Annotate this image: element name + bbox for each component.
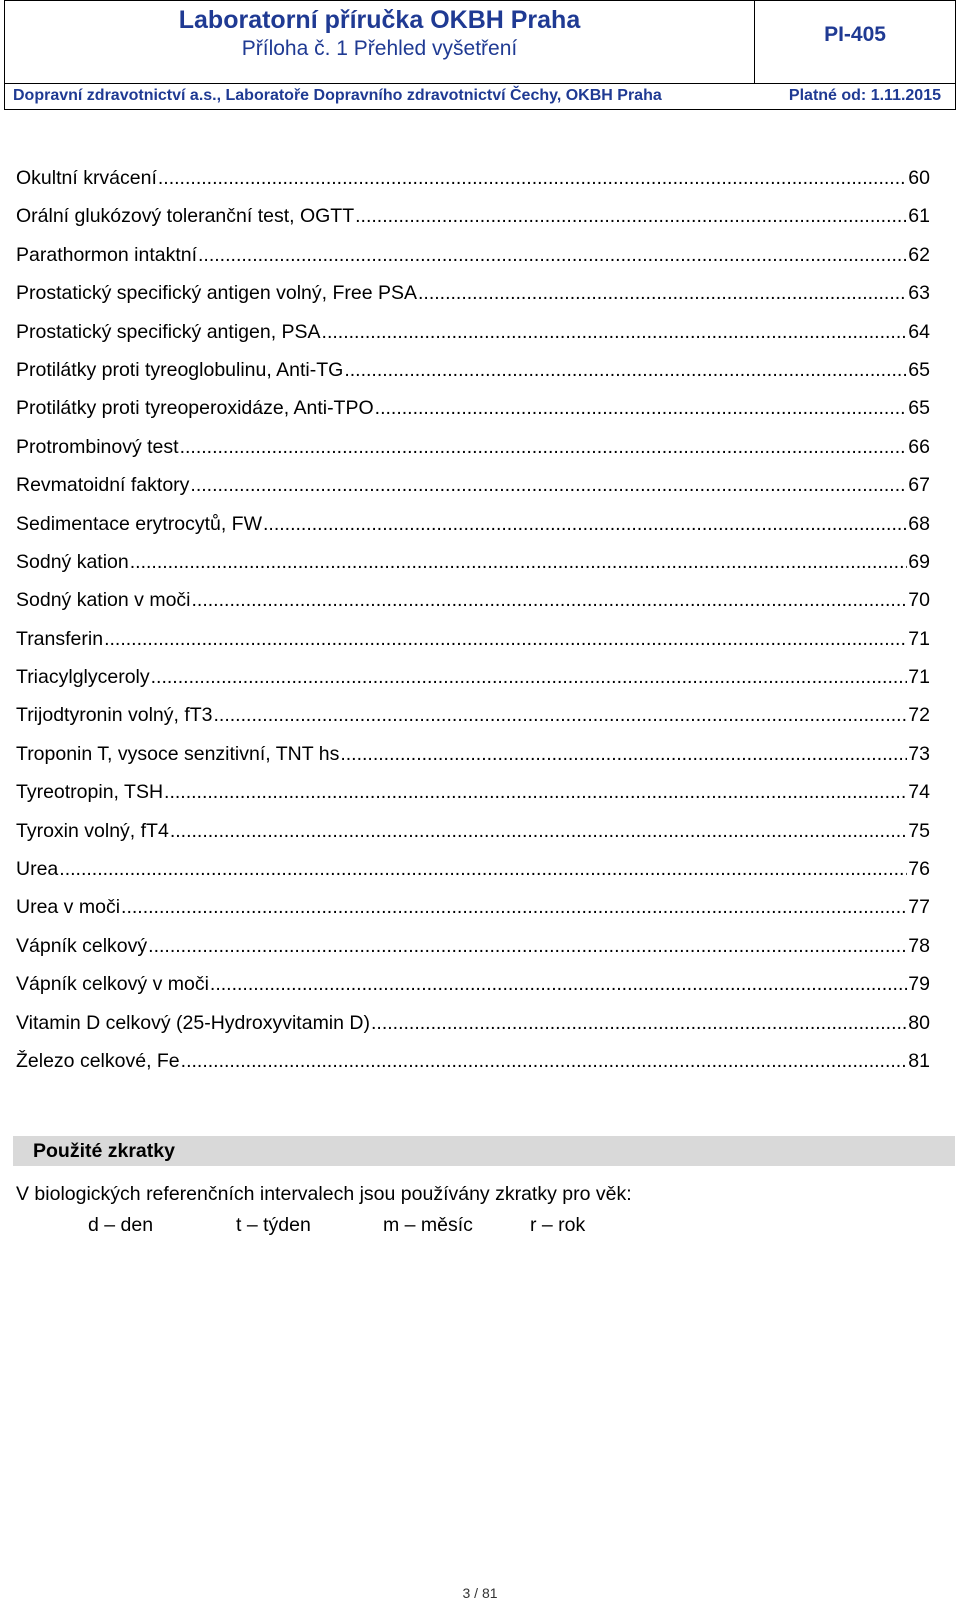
toc-leader-dots [210,965,907,1003]
abbreviation-week: t – týden [236,1214,311,1236]
toc-entry-label: Tyroxin volný, fT4 [16,819,169,842]
organization-name: Dopravní zdravotnictví a.s., Laboratoře Dopravního zdravotnictví Čechy, OKBH Praha [13,87,662,104]
toc-entry[interactable] [16,389,930,427]
toc-entry-label: Prostatický specifický antigen volný, Free PSA [16,282,417,305]
toc-entry-page: 80 [908,1011,930,1034]
valid-from-date: Platné od: 1.11.2015 [788,87,941,104]
toc-entry-label: Troponin T, vysoce senzitivní, TNT hs [16,742,340,765]
toc-entry-label: Sodný kation v moči [16,589,191,612]
toc-entry-label: Urea [16,858,59,881]
abbreviation-day: d – den [88,1214,154,1236]
toc-entry-page: 65 [908,358,930,381]
toc-entry[interactable] [16,965,930,1003]
toc-leader-dots [158,159,907,197]
toc-leader-dots [121,888,907,926]
toc-entry-page: 76 [908,858,930,881]
toc-leader-dots [170,812,907,850]
toc-leader-dots [164,773,907,811]
toc-entry[interactable] [16,658,930,696]
toc-entry-label: Transferin [16,627,104,650]
toc-leader-dots [190,466,907,504]
toc-entry-label: Sodný kation [16,550,129,573]
header-subtitle: Příloha č. 1 Přehled vyšetření [241,37,518,60]
toc-entry-page: 68 [908,512,930,535]
abbreviations-heading: Použité zkratky [33,1140,175,1162]
toc-entry-label: Parathormon intaktní [16,243,198,266]
toc-entry-label: Revmatoidní faktory [16,474,190,497]
toc-entry-label: Protilátky proti tyreoglobulinu, Anti-TG [16,358,344,381]
toc-entry-page: 71 [908,666,930,689]
toc-entry-page: 69 [908,550,930,573]
toc-leader-dots [214,696,908,734]
abbreviations-heading-bar [13,1136,955,1166]
toc-leader-dots [148,927,907,965]
toc-leader-dots [340,735,907,773]
toc-entry[interactable] [16,850,930,888]
toc-entry[interactable] [16,581,930,619]
toc-leader-dots [192,581,908,619]
toc-entry-label: Urea v moči [16,896,121,919]
toc-entry-page: 81 [908,1049,930,1072]
toc-entry[interactable] [16,620,930,658]
toc-entry-page: 62 [908,243,930,266]
toc-entry-page: 79 [908,973,930,996]
toc-entry-page: 66 [908,435,930,458]
toc-entry[interactable] [16,159,930,197]
toc-leader-dots [344,351,907,389]
toc-leader-dots [104,620,907,658]
toc-entry[interactable] [16,466,930,504]
toc-entry-label: Železo celkové, Fe [16,1049,180,1072]
toc-entry[interactable] [16,696,930,734]
toc-entry-page: 78 [908,934,930,957]
abbreviation-year: r – rok [530,1214,586,1236]
toc-leader-dots [371,1004,907,1042]
toc-leader-dots [418,274,907,312]
toc-entry-label: Tyreotropin, TSH [16,781,164,804]
toc-entry-label: Orální glukózový toleranční test, OGTT [16,205,355,228]
toc-leader-dots [181,1042,908,1080]
toc-entry-page: 64 [908,320,930,343]
header-title: Laboratorní příručka OKBH Praha [178,6,581,34]
toc-entry-page: 71 [908,627,930,650]
toc-entry-page: 75 [908,819,930,842]
page-number: 3 / 81 [462,1585,498,1601]
toc-entry-label: Protrombinový test [16,435,179,458]
document-code: PI-405 [824,23,886,46]
toc-entry-label: Vitamin D celkový (25-Hydroxyvitamin D) [16,1011,370,1034]
toc-entry-label: Okultní krvácení [16,167,157,189]
abbreviation-month: m – měsíc [383,1214,473,1236]
toc-leader-dots [322,313,908,351]
toc-entry-label: Vápník celkový [16,934,148,957]
toc-entry-label: Prostatický specifický antigen, PSA [16,320,321,343]
toc-entry[interactable] [16,773,930,811]
header-info-row [5,83,955,109]
toc-entry[interactable] [16,505,930,543]
document-header [4,0,956,110]
toc-leader-dots [263,505,907,543]
toc-entry-page: 70 [908,589,930,612]
toc-entry[interactable] [16,927,930,965]
toc-entry-label: Protilátky proti tyreoperoxidáze, Anti-TPO [16,397,374,420]
toc-leader-dots [151,658,908,696]
toc-entry[interactable] [16,735,930,773]
toc-leader-dots [198,236,907,274]
toc-leader-dots [375,389,908,427]
toc-entry-page: 77 [908,896,930,919]
abbreviations-intro: V biologických referenčních intervalech jsou používány zkratky pro věk: [16,1183,632,1205]
toc-entry[interactable] [16,543,930,581]
toc-entry-page: 65 [908,397,930,420]
toc-entry-page: 72 [908,704,930,727]
table-of-contents [16,159,930,1080]
toc-entry[interactable] [16,236,930,274]
toc-entry-page: 67 [908,474,930,497]
toc-entry[interactable] [16,812,930,850]
toc-leader-dots [180,428,908,466]
toc-entry-label: Vápník celkový v moči [16,973,209,996]
toc-leader-dots [59,850,907,888]
toc-entry-label: Sedimentace erytrocytů, FW [16,512,262,535]
toc-entry-page: 74 [908,781,930,804]
toc-entry[interactable] [16,888,930,926]
toc-entry[interactable] [16,313,930,351]
header-title-block [5,1,755,83]
toc-entry[interactable] [16,197,930,235]
toc-entry[interactable] [16,274,930,312]
toc-entry[interactable] [16,1042,930,1080]
toc-entry[interactable] [16,428,930,466]
toc-leader-dots [355,197,907,235]
toc-entry-label: Triacylglyceroly [16,666,150,689]
toc-entry-label: Trijodtyronin volný, fT3 [16,704,213,727]
toc-entry-page: 73 [908,742,930,765]
toc-entry[interactable] [16,351,930,389]
toc-entry-page: 63 [908,282,930,305]
toc-leader-dots [130,543,908,581]
toc-entry[interactable] [16,1004,930,1042]
toc-entry-page: 60 [908,167,930,189]
toc-entry-page: 61 [908,205,930,228]
